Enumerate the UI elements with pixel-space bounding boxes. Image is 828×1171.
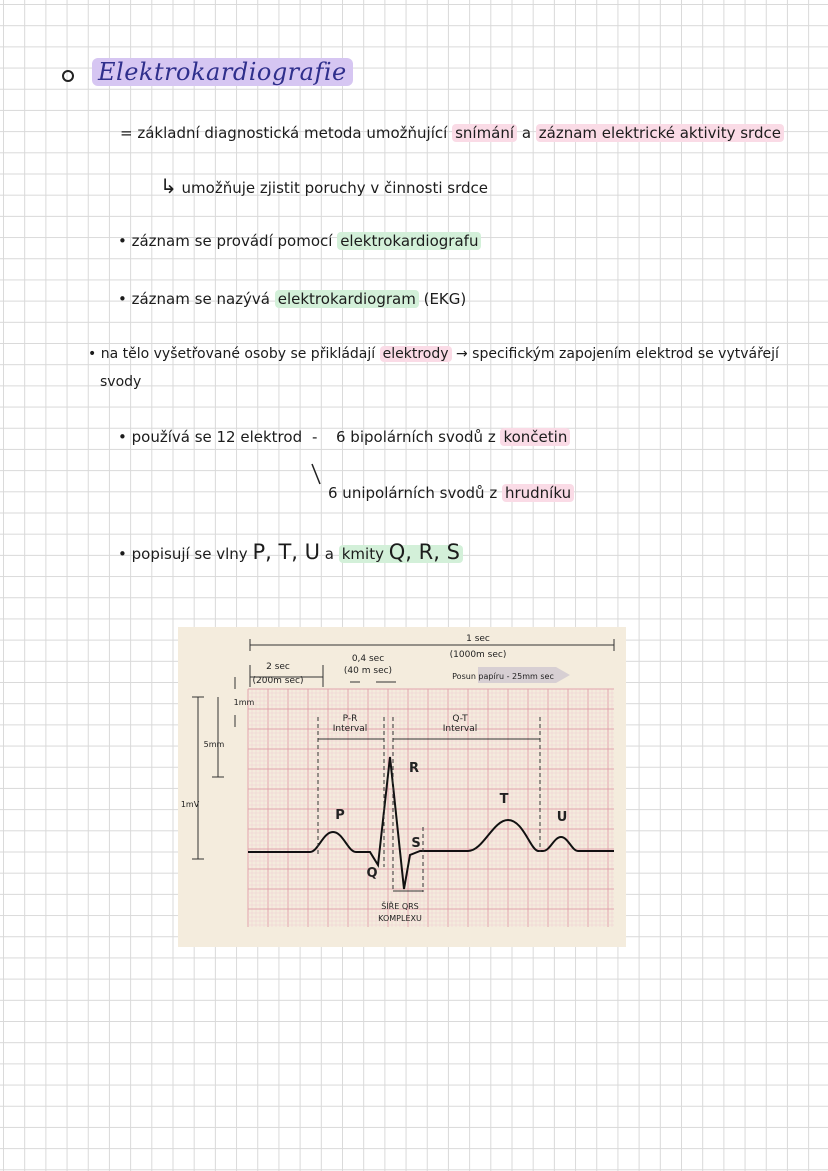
highlight-elektrokardiografu: elektrokardiografu — [337, 232, 481, 250]
bullet-line-5 — [118, 540, 463, 564]
highlight-koncetin: končetin — [500, 428, 570, 446]
highlight-kmity-group — [339, 540, 463, 564]
label-pr-interval: Interval — [332, 724, 368, 734]
bullet-line-2 — [118, 290, 466, 308]
bullet4a-text: 6 bipolárních svodů z — [336, 428, 501, 446]
wave-label-p: P — [335, 808, 345, 823]
sub-arrow-icon: ↳ — [160, 174, 177, 198]
highlight-hrudniku: hrudníku — [502, 484, 574, 502]
wave-label-u: U — [556, 810, 568, 825]
bullet-line-4-dash: - — [312, 428, 318, 446]
ekg-diagram — [178, 627, 626, 947]
bullet-line-1 — [118, 232, 481, 250]
sub-line — [160, 174, 488, 198]
label-1mv: 1mV — [180, 800, 200, 809]
label-1mm: 1mm — [233, 698, 255, 707]
wave-label-q: Q — [366, 866, 378, 881]
bullet5-mid: a — [320, 545, 339, 563]
highlight-snimani: snímání — [452, 124, 517, 142]
bullet2-suffix: (EKG) — [418, 290, 467, 308]
label-200msec: (200m sec) — [252, 676, 304, 686]
highlight-zaznam: záznam elektrické aktivity srdce — [536, 124, 784, 142]
highlight-elektrody: elektrody — [380, 346, 452, 362]
definition-line — [120, 124, 784, 142]
label-sire-qrs: ŠÍŘE QRS — [381, 902, 419, 911]
bullet5-text: • popisují se vlny — [118, 545, 253, 563]
label-komplexu: KOMPLEXU — [378, 914, 422, 923]
label-1000msec: (1000m sec) — [449, 650, 507, 660]
bullet1-text: • záznam se provádí pomocí — [118, 232, 338, 250]
waves-ptu: P, T, U — [252, 540, 321, 564]
ekg-svg — [178, 627, 626, 947]
label-paper-speed: Posun papíru - 25mm sec — [452, 672, 554, 681]
label-5mm: 5mm — [203, 740, 225, 749]
bullet3-text: • na tělo vyšetřované osoby se přikládají — [88, 346, 380, 362]
bullet-line-3 — [88, 346, 779, 362]
wave-label-t: T — [499, 792, 509, 807]
label-04sec: 0,4 sec — [351, 654, 385, 664]
branch-line-icon — [308, 462, 328, 488]
bullet-line-3-cont: svody — [100, 374, 142, 390]
label-2sec: 2 sec — [266, 662, 290, 672]
bullet4b-text: 6 unipolárních svodů z — [328, 484, 502, 502]
page-title: Elektrokardiografie — [92, 58, 353, 86]
kmity-qrs: Q, R, S — [388, 540, 460, 564]
kmity-text: kmity — [341, 545, 384, 563]
label-40msec: (40 m sec) — [343, 666, 393, 676]
highlight-elektrokardiogram: elektrokardiogram — [275, 290, 419, 308]
bullet2-text: • záznam se nazývá — [118, 290, 275, 308]
bullet-line-4: • používá se 12 elektrod — [118, 428, 303, 446]
sub-text: umožňuje zjistit poruchy v činnosti srdce — [181, 179, 488, 197]
label-1sec: 1 sec — [466, 634, 490, 644]
definition-mid: a — [517, 124, 536, 142]
bullet-line-4b — [328, 484, 574, 502]
label-pr: P-R — [342, 714, 358, 724]
wave-label-r: R — [408, 761, 420, 776]
ekg-grid — [248, 689, 614, 927]
definition-text: = základní diagnostická metoda umožňující — [120, 124, 453, 142]
bullet-line-4a — [336, 428, 570, 446]
label-qt: Q-T — [452, 714, 468, 724]
label-qt-interval: Interval — [442, 724, 478, 734]
title-bullet-icon — [62, 70, 74, 82]
wave-label-s: S — [411, 836, 421, 851]
bullet3-suffix: → specifickým zapojením elektrod se vytvářejí — [451, 346, 779, 362]
